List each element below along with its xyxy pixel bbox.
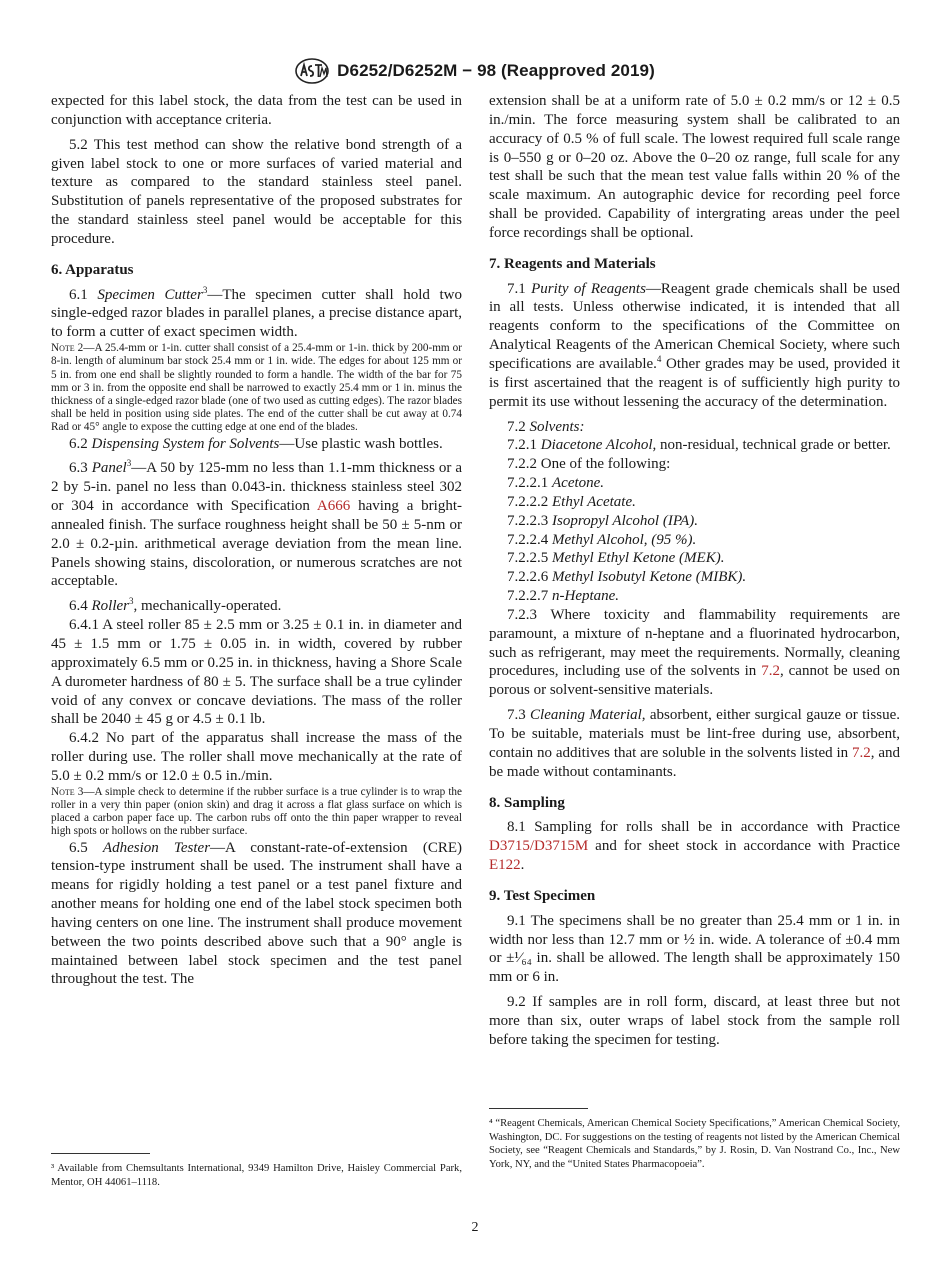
link-7-2[interactable]: 7.2 [761, 663, 780, 680]
page-number: 2 [471, 1220, 479, 1235]
paragraph-6-5-continued: extension shall be at a uniform rate of 5.0 ± 0.2 mm/s or 12 ± 0.5 in./min. The force measuring system shall be calibrated to an accuracy of 0.5 % of full scale. The lowest required full scale range is 0–550 g or 0–20 oz. Above the 0–20 oz range, full scale for any test shall be such that the mean test value falls within 20 % of the scale maximum. An autographic device for recording peel force shall be provided. Capability of intergrating areas under the peel force recordings shall be optional. [489, 93, 900, 241]
section-7-heading: 7. Reagents and Materials [489, 255, 656, 272]
paragraph-6-4-1: 6.4.1 A steel roller 85 ± 2.5 mm or 3.25 ± 0.1 in. in diameter and 45 ± 1.5 mm or 1.75 ± 0.05 in. in width, covered by rubber approximately 6.5 mm or 0.25 in. in thickness, having a Shore Scale A durometer hardness of 80 ± 5. The surface shall be a true cylinder void of any convex or concave deviations. The mass of the roller shall be 2040 ± 45 g or 4.5 ± 0.1 lb. [51, 617, 462, 728]
section-6-heading: 6. Apparatus [51, 261, 134, 278]
note-3: Note 3—A simple check to determine if the rubber surface is a true cylinder is to wrap the roller in a very thin paper (onion skin) and drag it across a flat glass surface on which is placed a carbon paper face up. The carbon rubs off onto the thin paper wrapper to reveal high spots or hollows on the rubber surface. [51, 785, 462, 838]
right-column [489, 92, 900, 1050]
paragraph-5-2: 5.2 This test method can show the relative bond strength of a given label stock to one or more surfaces of varied material and texture as compared to the standard stainless steel panel. Substitution of panels representative of the proposed substrates for the standard stainless steel panel would be acceptable for this procedure. [51, 136, 462, 247]
paragraph-6-1: 6.1 Specimen Cutter$^3$—The specimen cutter shall hold two single-edged razor blades in parallel planes, a precise distance apart, to form a cutter of exact specimen width. [51, 284, 463, 341]
paragraph-5-1-continued: expected for this label stock, the data from the test can be used in conjunction with acceptance criteria. [51, 93, 462, 128]
footnote-rule-left [51, 1153, 150, 1154]
paragraph-7-2: 7.2 Solvents: [507, 418, 585, 435]
paragraph-7-2-1: 7.2.1 Diacetone Alcohol, non-residual, technical grade or better. [507, 437, 891, 454]
left-column [51, 92, 462, 989]
paragraph-6-3: 6.3 Panel$^3$—A 50 by 125-mm no less than 1.1-mm thickness or a 2 by 5-in. panel no less than 0.043-in. thickness stainless steel 302 or 304 in accordance with Specification A666 having a bright-annealed finish. The surface roughness height shall be 50 ± 5-nm or 2.0 ± 0.2-µin. arithmetical average deviation from the mean line. Panels showing stains, discoloration, or numerous scratches are not acceptable. [51, 458, 463, 590]
list-item: 7.2.2.1 Acetone. [507, 475, 605, 492]
list-item: 7.2.2.5 Methyl Ethyl Ketone (MEK). [507, 550, 725, 567]
link-a666[interactable]: A666 [316, 498, 351, 515]
link-d3715[interactable]: D3715/D3715M [489, 838, 589, 855]
paragraph-6-4: 6.4 Roller$^3$, mechanically-operated. [69, 596, 282, 615]
footnote-3: ³ Available from Chemsultants International, 9349 Hamilton Drive, Haisley Commercial Park, Mentor, OH 44061–1118. [51, 1163, 462, 1188]
section-8-heading: 8. Sampling [489, 794, 565, 811]
link-7-2[interactable]: 7.2 [852, 744, 871, 761]
paragraph-8-1: 8.1 Sampling for rolls shall be in accordance with Practice D3715/D3715M and for sheet stock in accordance with Practice E122. [489, 819, 900, 874]
note-2: Note 2—A 25.4-mm or 1-in. cutter shall consist of a 25.4-mm or 1-in. thick by 200-mm or 8-in. length of aluminum bar stock 25.4 mm or 1 in. wide. The edges for about 125 mm or 5 in. from one end shall be slightly rounded to form a handle. The width of the bar for 75 mm or 3 in. from the opposite end shall be narrowed to exactly 25.4 mm or 1 in. minus the thickness of a single-edged razor blade (one of two used as cutting edges). The razor blades shall be held in position using side plates. The end of the cutter shall be cut away at 0.74 Rad or 45° angle to expose the cutting edge at one end of the blades. [51, 342, 462, 434]
list-item: 7.2.2.3 Isopropyl Alcohol (IPA). [507, 512, 698, 529]
paragraph-6-2: 6.2 Dispensing System for Solvents—Use plastic wash bottles. [69, 435, 443, 452]
paragraph-6-4-2: 6.4.2 No part of the apparatus shall increase the mass of the roller during use. The roller shall move mechanically at the rate of 5.0 ± 0.2 mm/s or 12.0 ± 0.5 in./min. [51, 730, 462, 784]
document-designation: D6252/D6252M − 98 (Reapproved 2019) [337, 61, 655, 80]
page-header [0, 58, 950, 84]
paragraph-9-2: 9.2 If samples are in roll form, discard, at least three but not more than six, outer wraps of label stock from the sample roll before taking the specimen for testing. [489, 994, 900, 1048]
list-item: 7.2.2.6 Methyl Isobutyl Ketone (MIBK). [507, 569, 747, 586]
paragraph-7-2-3: 7.2.3 Where toxicity and flammability requirements are paramount, a mixture of n-heptane and a fluorinated hydrocarbon, such as refrigerant, may meet the requirements. Normally, cleaning procedures, including use of the solvents in 7.2, cannot be used on porous or solvent-sensitive materials. [489, 606, 900, 699]
paragraph-7-3: 7.3 Cleaning Material, absorbent, either surgical gauze or tissue. To be suitable, materials must be lint-free during use, absorbent, contain no additives that are soluble in the solvents listed in 7.2, and be made without contaminants. [489, 707, 900, 780]
paragraph-7-2-2: 7.2.2 One of the following: [507, 456, 671, 473]
footnote-rule-right [489, 1108, 588, 1109]
astm-logo-icon [295, 58, 329, 84]
section-9-heading: 9. Test Specimen [489, 887, 596, 904]
list-item: 7.2.2.2 Ethyl Acetate. [507, 493, 636, 510]
paragraph-9-1: 9.1 The specimens shall be no greater than 25.4 mm or 1 in. in width nor less than 12.7 mm or ½ in. wide. A tolerance of ±0.4 mm or ±¹⁄₆₄ in. shall be allowed. The length shall be approximately 150 mm or 6 in. [489, 912, 900, 986]
paragraph-7-1: 7.1 Purity of Reagents—Reagent grade chemicals shall be used in all tests. Unless otherwise indicated, it is intended that all reagents conform to the specifications of the Committee on Analytical Reagents of the American Chemical Society, where such specifications are available.$^4$ Other grades may be used, provided it is first ascertained that the reagent is of sufficiently high purity to permit its use without lessening the accuracy of the determination. [489, 280, 900, 410]
link-e122[interactable]: E122 [489, 857, 521, 874]
list-item: 7.2.2.7 n-Heptane. [507, 588, 620, 605]
footnote-4: ⁴ “Reagent Chemicals, American Chemical Society Specifications,” American Chemical Society, Washington, DC. For suggestions on the testing of reagents not listed by the American Chemical Society, see “Reagent Chemicals and Standards,” by J. Rosin, D. Van Nostrand Co., Inc., New York, NY, and the “United States Pharmacopoeia”. [489, 1118, 900, 1170]
paragraph-6-5: 6.5 Adhesion Tester—A constant-rate-of-extension (CRE) tension-type instrument shall be used. The instrument shall have a means for rigidly holding a test panel or a test panel fixture and another means for holding one end of the label stock specimen both having centers on one line. The instrument shall produce movement between the two points described above such that a 90° angle is maintained between label stock specimen and the test panel throughout the test. The [51, 839, 462, 988]
list-item: 7.2.2.4 Methyl Alcohol, (95 %). [507, 531, 697, 548]
